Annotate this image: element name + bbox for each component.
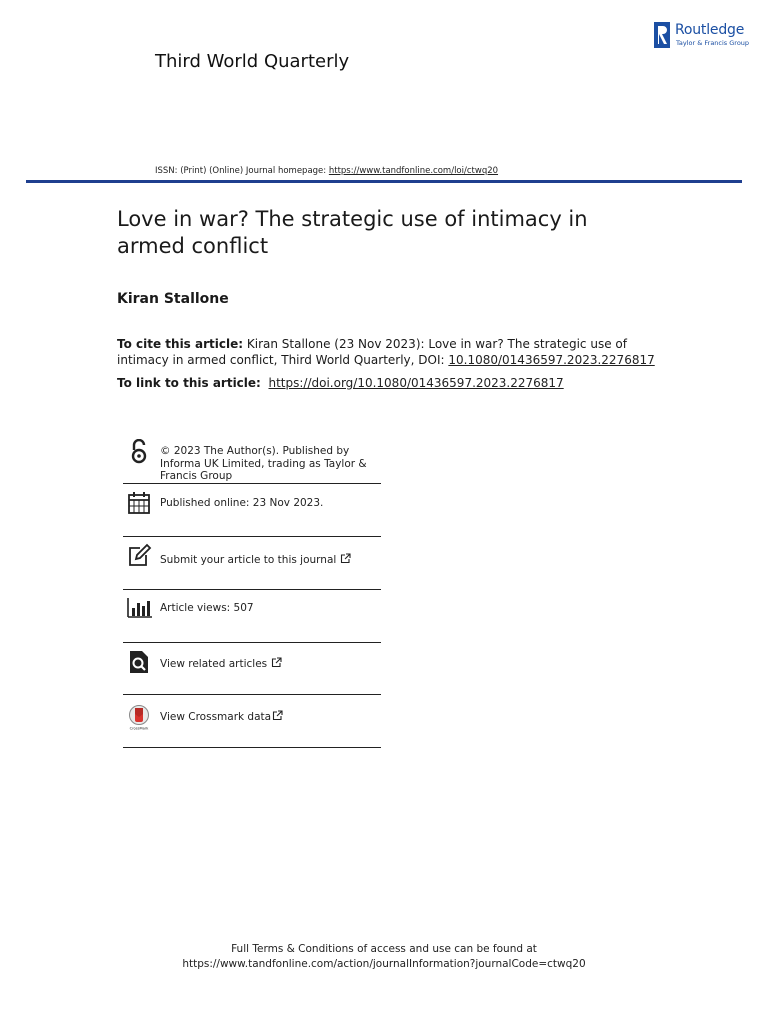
citation-label: To cite this article: [117, 337, 244, 351]
link-label: To link to this article: [117, 376, 261, 390]
publisher-logo [652, 21, 752, 51]
license-text: © 2023 The Author(s). Published by Informa UK Limited, trading as Taylor & Francis Group [160, 445, 367, 482]
related-row[interactable] [123, 643, 381, 695]
published-text: Published online: 23 Nov 2023. [160, 497, 324, 509]
publisher-name: Routledge [675, 22, 745, 38]
citation-block [117, 336, 657, 368]
edit-icon [126, 543, 152, 569]
views-row [123, 590, 381, 643]
citation-doi-link[interactable]: 10.1080/01436597.2023.2276817 [448, 353, 655, 367]
calendar-icon [126, 490, 152, 516]
submit-link-text[interactable]: Submit your article to this journal [160, 554, 337, 566]
search-document-icon [126, 649, 152, 675]
journal-homepage-link[interactable]: https://www.tandfonline.com/loi/ctwq20 [328, 166, 499, 176]
article-author: Kiran Stallone [117, 291, 229, 307]
related-link-wrap[interactable] [160, 657, 385, 671]
issn-line [155, 166, 498, 176]
crossmark-icon [126, 704, 152, 730]
header-rule [26, 180, 742, 183]
bar-chart-icon [126, 595, 152, 621]
submit-link-wrap[interactable] [160, 553, 385, 567]
article-title: Love in war? The strategic use of intimacy in armed conflict [117, 207, 588, 258]
footer-terms: Full Terms & Conditions of access and use can be found at [231, 943, 537, 955]
external-link-icon [340, 553, 351, 564]
crossmark-row[interactable] [123, 695, 381, 748]
article-doi-link[interactable]: https://doi.org/10.1080/01436597.2023.2276817 [268, 376, 564, 390]
submit-row[interactable] [123, 537, 381, 590]
issn-prefix: ISSN: (Print) (Online) Journal homepage: [155, 166, 329, 176]
views-text: Article views: 507 [160, 602, 254, 614]
external-link-icon [271, 657, 282, 668]
routledge-logo-icon [652, 21, 672, 49]
journal-title: Third World Quarterly [155, 51, 350, 72]
footer [0, 942, 768, 972]
article-link-row [117, 376, 564, 390]
footer-url[interactable]: https://www.tandfonline.com/action/journalInformation?journalCode=ctwq20 [182, 958, 586, 970]
open-access-icon [126, 439, 152, 465]
crossmark-link-wrap[interactable] [160, 710, 385, 724]
publisher-subtitle: Taylor & Francis Group [676, 39, 750, 47]
published-row [123, 484, 381, 537]
citation-text: Kiran Stallone (23 Nov 2023): Love in war? The strategic use of intimacy in armed conflict, Third World Quarterly, DOI: [117, 337, 627, 367]
license-row [123, 437, 381, 484]
external-link-icon [272, 710, 283, 721]
crossmark-link-text[interactable]: View Crossmark data [160, 711, 272, 723]
crossmark-logo-text: CrossMark [129, 726, 149, 730]
related-link-text[interactable]: View related articles [160, 658, 268, 670]
